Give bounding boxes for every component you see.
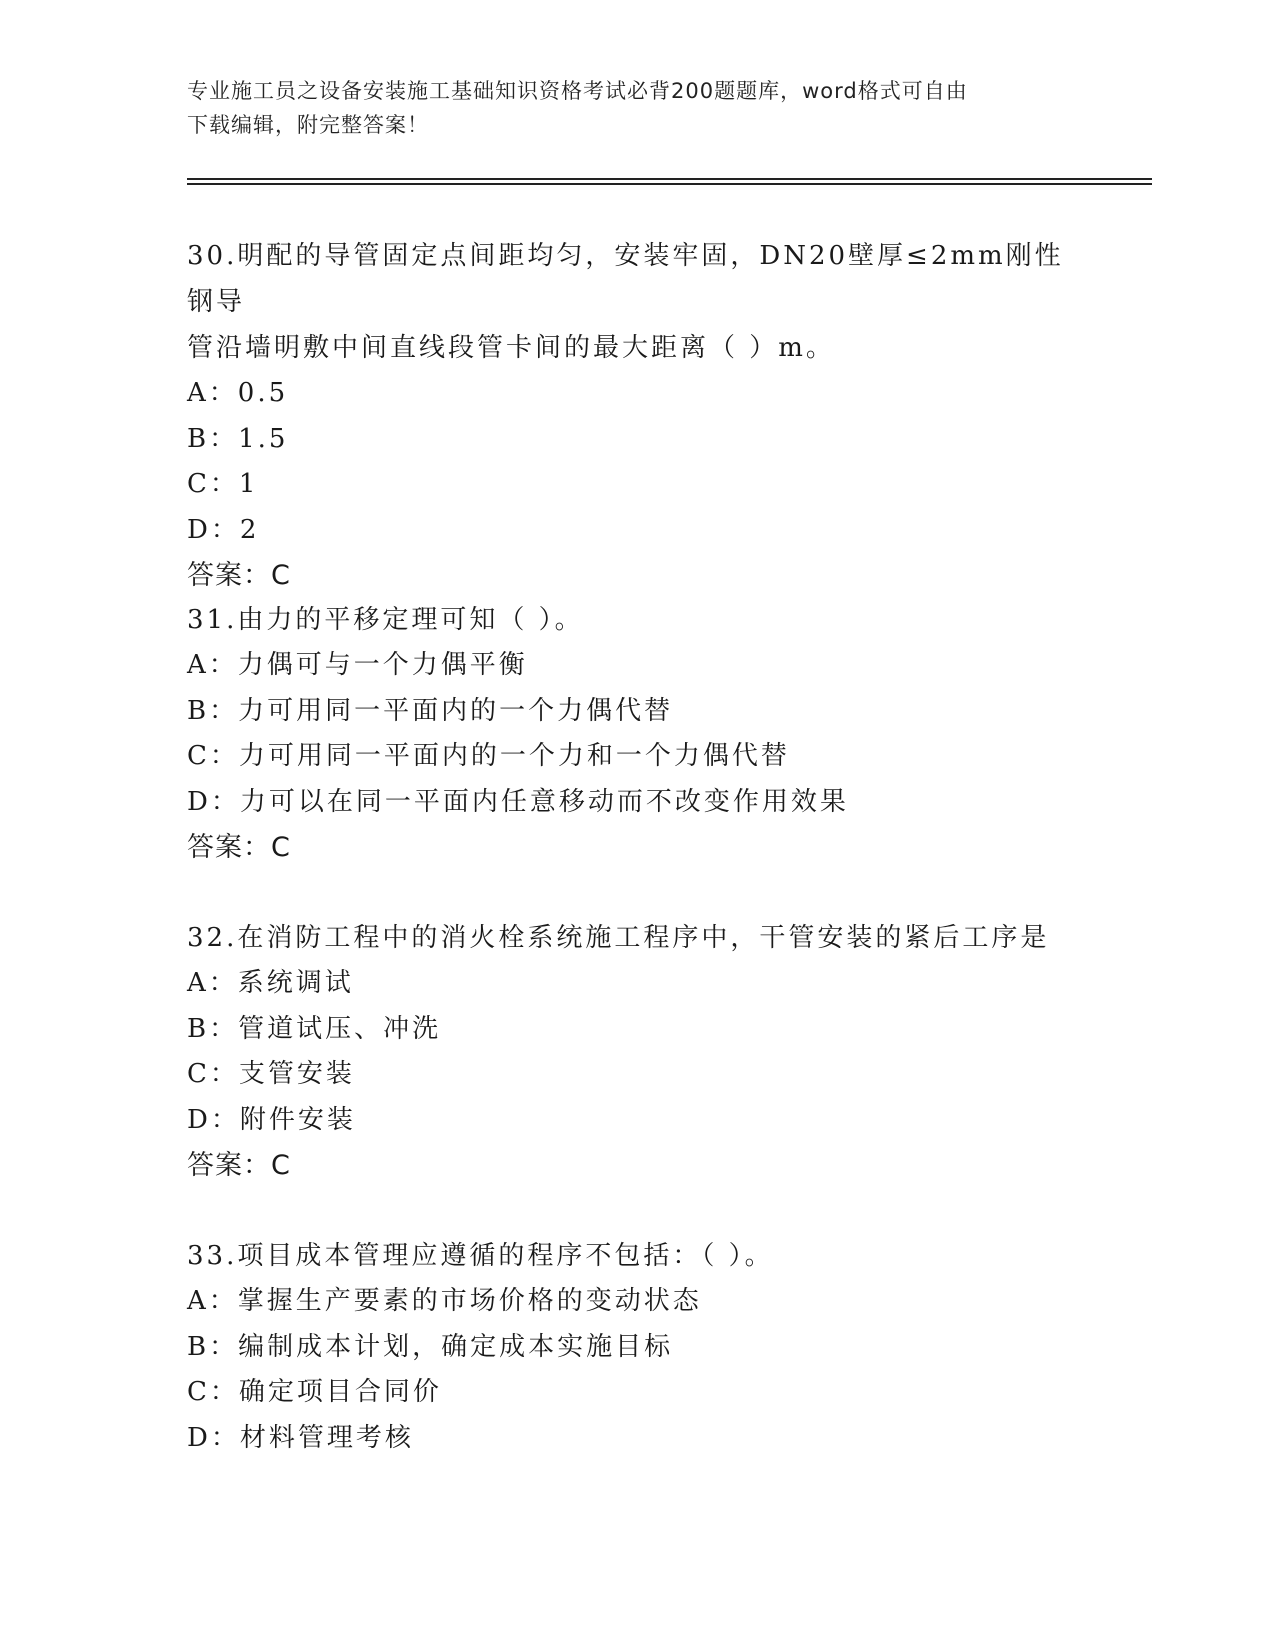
header-divider-top [187, 178, 1152, 180]
header-divider-bottom [187, 183, 1152, 185]
question-stem: 31.由力的平移定理可知（ ）。 [187, 605, 584, 635]
option-a: A：0.5 [187, 378, 289, 408]
question-32 [187, 915, 1087, 1189]
answer-line: 答案：C [187, 1150, 291, 1181]
option-b: B：编制成本计划，确定成本实施目标 [187, 1331, 674, 1362]
question-stem: 30.明配的导管固定点间距均匀，安装牢固，DN20壁厚≤2mm刚性钢导 [187, 241, 1064, 317]
header-line-1: 专业施工员之设备安装施工基础知识资格考试必背200题题库，word格式可自由 [187, 79, 968, 103]
question-30 [187, 233, 1087, 599]
option-b: B：管道试压、冲洗 [187, 1013, 442, 1044]
option-a: A：力偶可与一个力偶平衡 [187, 650, 528, 680]
document-header [187, 74, 1087, 142]
question-stem: 33.项目成本管理应遵循的程序不包括：（ ）。 [187, 1241, 774, 1271]
option-c: C：确定项目合同价 [187, 1377, 442, 1407]
option-d: D：附件安装 [187, 1104, 356, 1135]
option-c: C：1 [187, 469, 259, 499]
option-d: D：材料管理考核 [187, 1422, 414, 1453]
answer-line: 答案：C [187, 560, 291, 591]
question-stem: 32.在消防工程中的消火栓系统施工程序中，干管安装的紧后工序是 [187, 923, 1050, 953]
question-33 [187, 1233, 1087, 1461]
option-b: B：1.5 [187, 423, 289, 454]
answer-line: 答案：C [187, 832, 291, 863]
header-line-2: 下载编辑，附完整答案！ [187, 113, 429, 137]
option-d: D：力可以在同一平面内任意移动而不改变作用效果 [187, 786, 849, 817]
question-31 [187, 597, 1087, 871]
option-a: A：掌握生产要素的市场价格的变动状态 [187, 1286, 702, 1316]
option-b: B：力可用同一平面内的一个力偶代替 [187, 695, 674, 726]
option-a: A：系统调试 [187, 968, 354, 998]
option-c: C：支管安装 [187, 1059, 355, 1089]
question-stem-continued: 管沿墙明敷中间直线段管卡间的最大距离（ ）m。 [187, 333, 835, 363]
option-c: C：力可用同一平面内的一个力和一个力偶代替 [187, 741, 790, 771]
option-d: D：2 [187, 514, 260, 545]
